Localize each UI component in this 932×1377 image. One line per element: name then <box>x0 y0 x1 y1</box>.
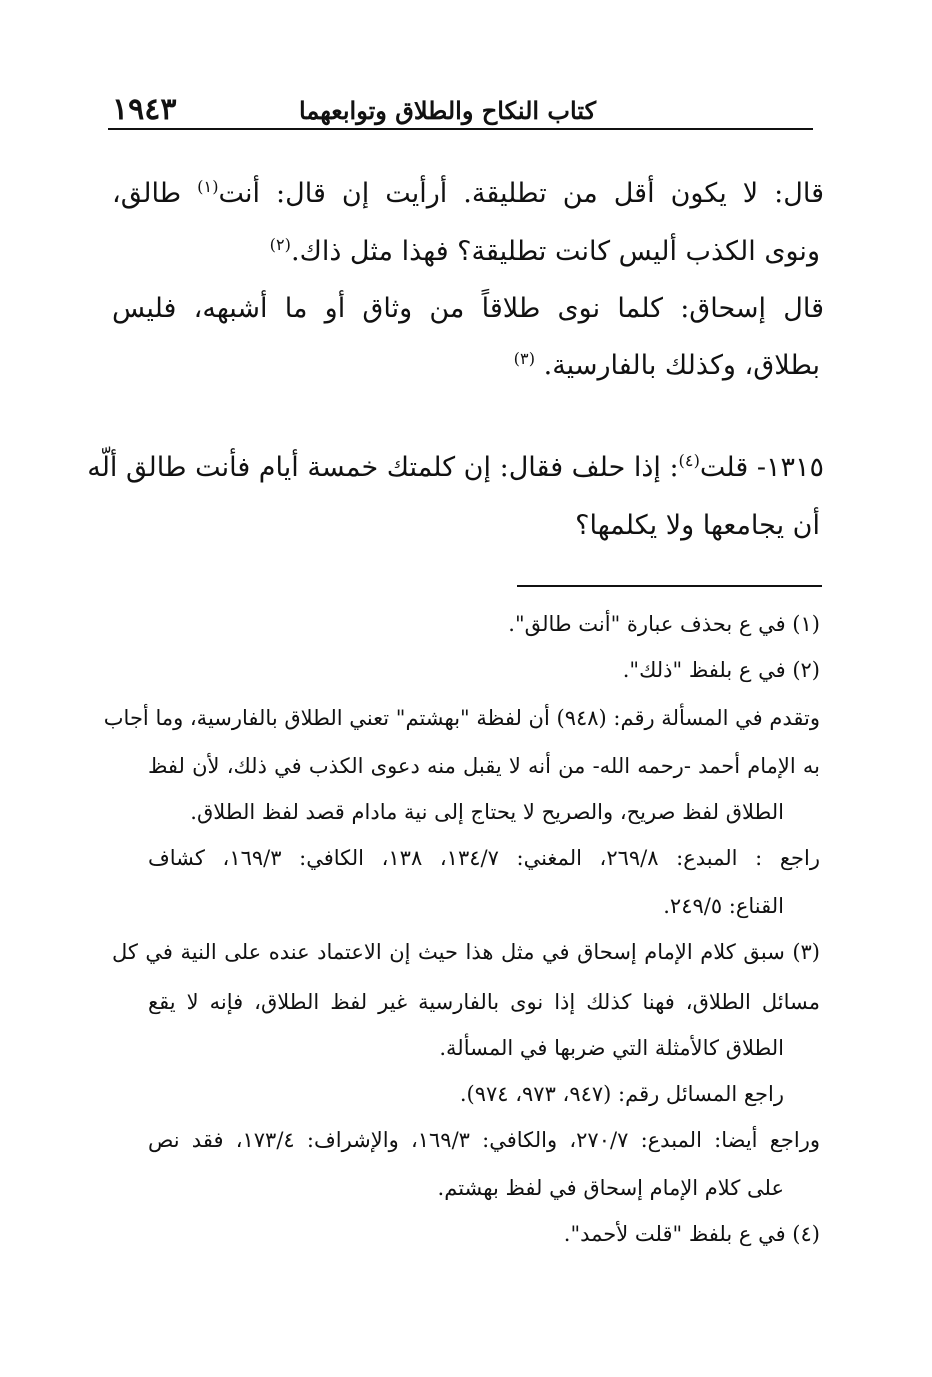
body-line: قال: لا يكون أقل من تطليقة. أرأيت إن قال: أنت$^{(١)}$ طالق، <box>112 177 824 209</box>
footnote-3-line: على كلام الإمام إسحاق في لفظ بهشتم. <box>437 1176 784 1200</box>
header-rule <box>108 128 813 130</box>
page-number: ١٩٤٣ <box>112 92 177 127</box>
footnote-separator <box>517 585 822 587</box>
body-line: قال إسحاق: كلما نوى طلاقاً من وثاق أو ما أشبهه، فليس <box>112 293 824 324</box>
footnote-3-line: راجع المسائل رقم: (٩٤٧، ٩٧٣، ٩٧٤). <box>459 1082 784 1106</box>
question-line: ١٣١٥- قلت$^{(٤)}$: إذا حلف فقال: إن كلمتك خمسة أيام فأنت طالق ألّه <box>87 451 824 483</box>
footnote-1: (١) في ع بحذف عبارة "أنت طالق". <box>508 612 820 636</box>
footnote-3-line: وراجع أيضا: المبدع: ٢٧٠/٧، والكافي: ١٦٩/٣، والإشراف: ١٧٣/٤، فقد نص <box>148 1128 820 1152</box>
body-line: بطلاق، وكذلك بالفارسية. $^{(٣)}$ <box>513 349 820 381</box>
footnote-3: (٣) سبق كلام الإمام إسحاق في مثل هذا حيث إن الاعتماد عنده على النية في كل <box>112 940 820 964</box>
footnote-ref: (١) <box>197 177 219 196</box>
footnote-ref: (٢) <box>269 235 291 254</box>
footnote-2-line: وتقدم في المسألة رقم: (٩٤٨) أن لفظة "بهشتم" تعني الطلاق بالفارسية، وما أجاب <box>103 706 820 730</box>
footnote-2-line: الطلاق لفظ صريح، والصريح لا يحتاج إلى نية مادام قصد لفظ الطلاق. <box>190 800 784 824</box>
footnote-3-line: مسائل الطلاق، فهنا كذلك إذا نوى بالفارسية غير لفظ الطلاق، فإنه لا يقع <box>148 990 820 1014</box>
footnote-3-line: الطلاق كالأمثلة التي ضربها في المسألة. <box>439 1036 784 1060</box>
footnote-2-line: به الإمام أحمد -رحمه الله- من أنه لا يقبل منه دعوى الكذب في ذلك، لأن لفظ <box>148 754 820 778</box>
footnote-ref: (٣) <box>513 349 536 368</box>
footnote-2-line: راجع : المبدع: ٢٦٩/٨، المغني: ١٣٤/٧، ١٣٨، الكافي: ١٦٩/٣، كشاف <box>148 846 820 870</box>
footnote-ref: (٤) <box>678 451 700 470</box>
footnote-2-line: القناع: ٢٤٩/٥. <box>663 894 784 918</box>
running-title: كتاب النكاح والطلاق وتوابعهما <box>299 96 596 125</box>
question-line: أن يجامعها ولا يكلمها؟ <box>575 510 820 541</box>
body-line: ونوى الكذب أليس كانت تطليقة؟ فهذا مثل ذاك.$^{(٢)}$ <box>269 235 820 267</box>
footnote-4: (٤) في ع بلفظ "قلت لأحمد". <box>563 1222 820 1246</box>
footnote-2: (٢) في ع بلفظ "ذلك". <box>622 658 820 682</box>
